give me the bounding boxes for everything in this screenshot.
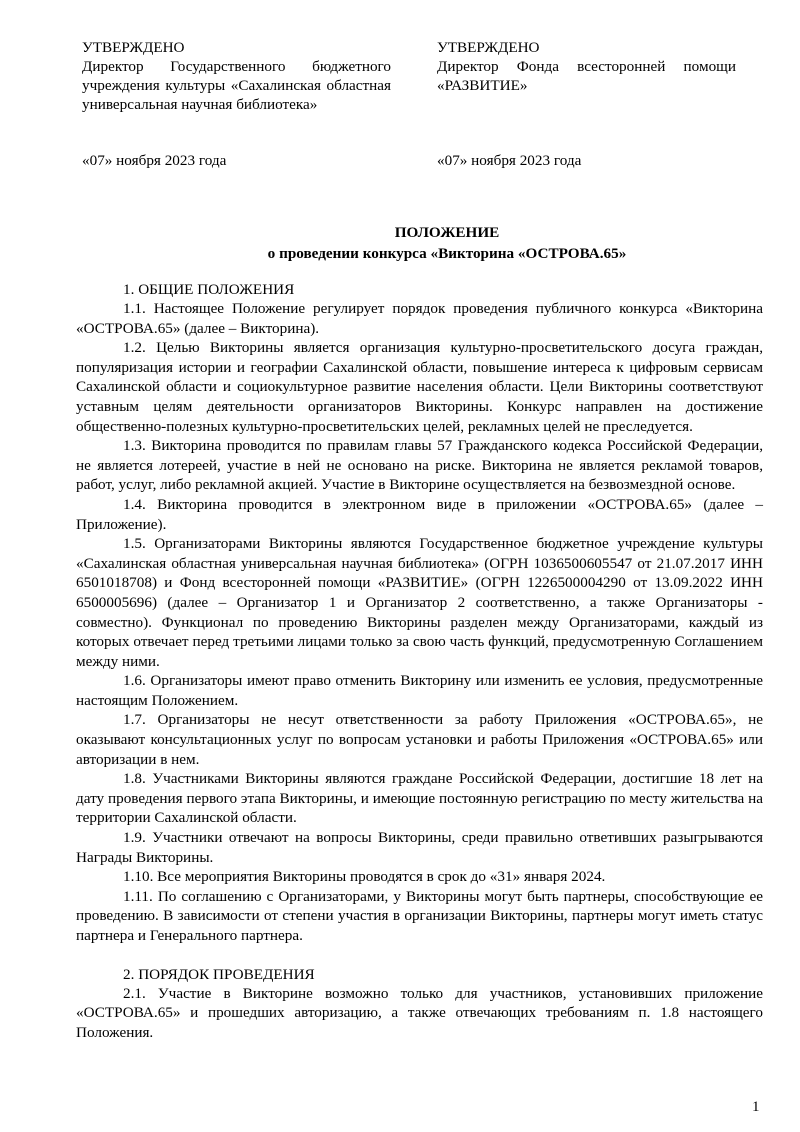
paragraph-1-8: 1.8. Участниками Викторины являются граждане Российской Федерации, достигшие 18 лет на дату проведения первого этапа Викторины, и имеющие постоянную регистрацию по месту жительства на территории Сахалинской области. [76,770,763,827]
approval-signatory: Директор Фонда всесторонней помощи «РАЗВИТИЕ» [437,58,736,94]
paragraph-1-9: 1.9. Участники отвечают на вопросы Викторины, среди правильно ответивших разыгрываются Награды Викторины. [76,829,763,866]
approval-heading: УТВЕРЖДЕНО [437,39,540,56]
approval-signatory: Директор Государственного бюджетного учреждения культуры «Сахалинская областная универсальная научная библиотека» [82,58,391,113]
section-heading: 1. ОБЩИЕ ПОЛОЖЕНИЯ [123,281,295,298]
paragraph-1-5: 1.5. Организаторами Викторины являются Государственное бюджетное учреждение культуры «Сахалинская областная универсальная научная библиотека» (ОГРН 1036500605547 от 21.07.2017 ИНН 6501018708) и Фонд всесторонней помощи «РАЗВИТИЕ» (ОГРН 1226500004290 от 13.09.2022 ИНН 6500005696) (далее – Организатор 1 и Организатор 2 соответственно, а также Организаторы - совместно). Функционал по проведению Викторины разделен между Организаторами, каждый из которых отвечает перед третьими лицами только за свою часть функций, предусмотренную Соглашением между ними. [76,535,763,670]
section-spacer [76,946,763,965]
paragraph-1-7: 1.7. Организаторы не несут ответственности за работу Приложения «ОСТРОВА.65», не оказывают консультационных услуг по вопросам установки и работы Приложения «ОСТРОВА.65» или авторизации в нем. [76,711,763,768]
paragraph-1-11: 1.11. По соглашению с Организаторами, у Викторины могут быть партнеры, способствующие ее проведению. В зависимости от степени участия в организации Викторины, партнеры могут иметь статус партнера и Генерального партнера. [76,887,763,944]
approval-date: «07» ноября 2023 года [82,152,227,169]
document-body [76,280,763,1042]
document-title [82,223,800,263]
approval-block-fund [437,38,736,169]
paragraph-2-1: 2.1. Участие в Викторине возможно только для участников, установивших приложение «ОСТРОВА.65» и прошедших авторизацию, а также отвечающих требованиям п. 1.8 настоящего Положения. [76,984,763,1041]
approval-block-library [82,38,391,169]
paragraph-1-4: 1.4. Викторина проводится в электронном виде в приложении «ОСТРОВА.65» (далее – Приложение). [76,495,763,533]
page-number: 1 [752,1099,760,1115]
paragraph-1-3: 1.3. Викторина проводится по правилам главы 57 Гражданского кодекса Российской Федерации, не является лотереей, участие в ней не основано на риске. Викторина не является рекламой товаров, работ, услуг, либо рекламной акцией. Участие в Викторине осуществляется на безвозмездной основе. [76,437,763,494]
approval-heading: УТВЕРЖДЕНО [82,39,185,56]
title-main: ПОЛОЖЕНИЕ [394,224,500,241]
paragraph-1-1: 1.1. Настоящее Положение регулирует порядок проведения публичного конкурса «Викторина «ОСТРОВА.65» (далее – Викторина). [76,300,763,337]
paragraph-1-2: 1.2. Целью Викторины является организация культурно-просветительского досуга граждан, популяризация истории и географии Сахалинской области, повышение интереса к цифровым сервисам Сахалинской области и социокультурное развитие населения области. Цели Викторины соответствуют уставным целям деятельности организаторов Викторины. Конкурс направлен на достижение общественно-полезных культурно-просветительских целей, рекламных целей не преследуется. [76,339,763,435]
title-subtitle: о проведении конкурса «Викторина «ОСТРОВА.65» [267,245,627,262]
paragraph-1-6: 1.6. Организаторы имеют право отменить Викторину или изменить ее условия, предусмотренные настоящим Положением. [76,672,763,709]
section-heading: 2. ПОРЯДОК ПРОВЕДЕНИЯ [123,965,315,983]
paragraph-1-10: 1.10. Все мероприятия Викторины проводятся в срок до «31» января 2024. [123,868,606,886]
approval-date: «07» ноября 2023 года [437,152,582,169]
